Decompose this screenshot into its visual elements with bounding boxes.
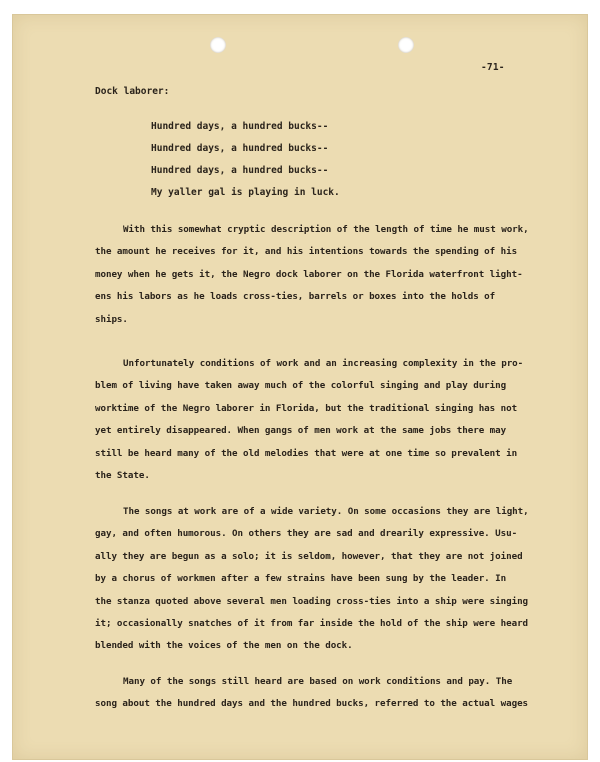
text-line: worktime of the Negro laborer in Florida, but the traditional singing has not [95,402,518,414]
verse-line: Hundred days, a hundred bucks-- [151,143,329,154]
paragraph-3 [95,501,565,658]
song-verse [151,116,340,204]
text-line: the amount he receives for it, and his intentions towards the spending of his [95,246,518,258]
punch-hole-right [398,37,414,53]
text-line: song about the hundred days and the hundred bucks, referred to the actual wages [95,698,529,710]
paragraph-1 [95,219,565,331]
text-line: Many of the songs still heard are based on work conditions and pay. The [123,676,513,687]
verse-line: Hundred days, a hundred bucks-- [151,165,329,176]
text-line: ships. [95,313,128,325]
verse-line: Hundred days, a hundred bucks-- [151,121,329,132]
text-line: Unfortunately conditions of work and an increasing complexity in the pro- [123,358,524,369]
punch-hole-left [210,37,226,53]
paragraph-2 [95,353,565,487]
typewritten-page [12,14,588,760]
text-line: the stanza quoted above several men loading cross-ties into a ship were singing [95,595,529,607]
text-line: The songs at work are of a wide variety. On some occasions they are light, [123,506,529,517]
text-line: the State. [95,469,150,481]
text-line: gay, and often humorous. On others they are sad and drearily expressive. Usu- [95,528,518,540]
text-line: by a chorus of workmen after a few strains have been sung by the leader. In [95,573,507,585]
section-heading: Dock laborer: [95,86,170,97]
text-line: blended with the voices of the men on the dock. [95,640,353,652]
text-line: yet entirely disappeared. When gangs of men work at the same jobs there may [95,425,507,437]
text-line: With this somewhat cryptic description of the length of time he must work, [123,224,529,235]
text-line: money when he gets it, the Negro dock laborer on the Florida waterfront light- [95,268,523,280]
page-number: -71- [481,62,505,73]
text-line: ens his labors as he loads cross-ties, barrels or boxes into the holds of [95,291,496,303]
text-line: ally they are begun as a solo; it is seldom, however, that they are not joined [95,550,523,562]
text-line: still be heard many of the old melodies that were at one time so prevalent in [95,447,518,459]
paragraph-4 [95,671,565,716]
text-line: it; occasionally snatches of it from far inside the hold of the ship were heard [95,617,529,629]
verse-line: My yaller gal is playing in luck. [151,187,340,198]
text-line: blem of living have taken away much of the colorful singing and play during [95,380,507,392]
